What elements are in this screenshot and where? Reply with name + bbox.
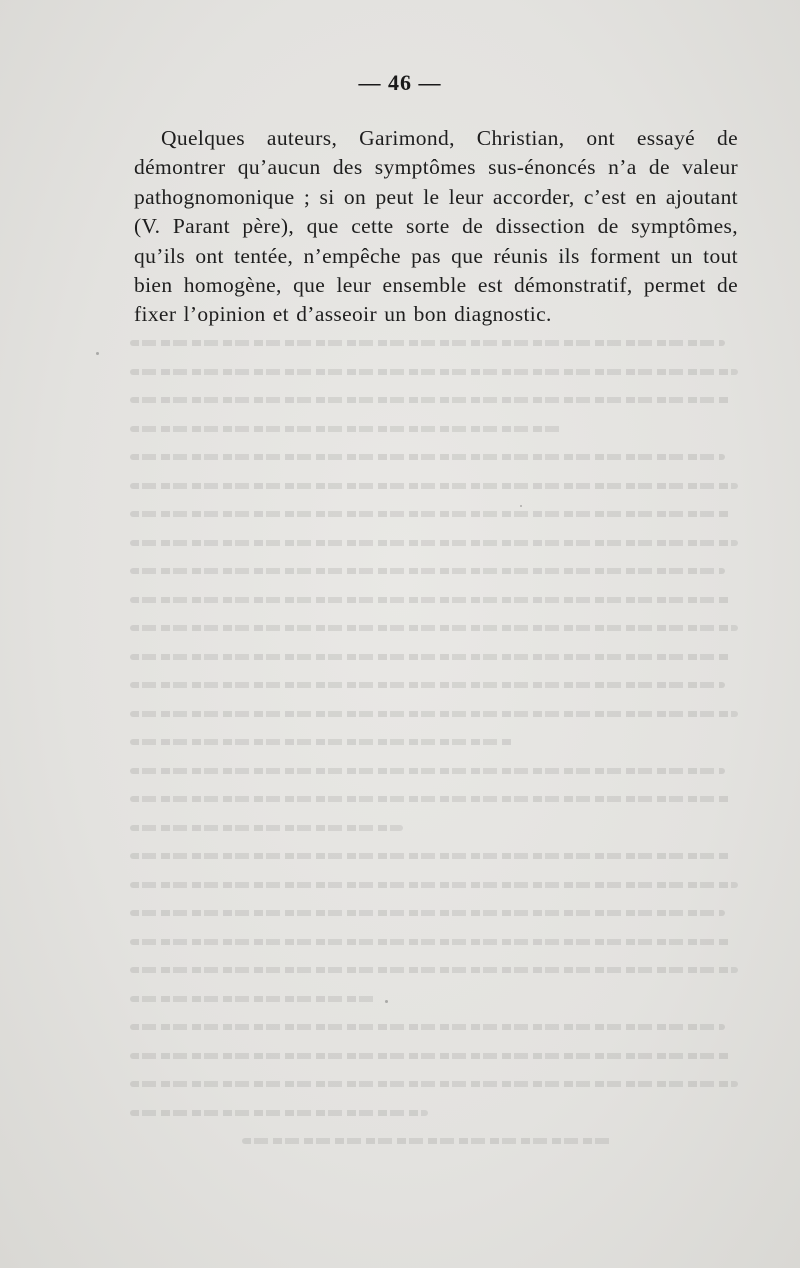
paper-speck	[385, 1000, 388, 1003]
paper-speck	[520, 505, 522, 507]
bleed-through-text	[130, 340, 750, 1140]
page-number: — 46 —	[358, 70, 442, 95]
paper-speck	[96, 352, 99, 355]
body-paragraph: Quelques auteurs, Garimond, Christian, ont essayé de démontrer qu’aucun des symptômes sus-énoncés n’a de valeur pathognomonique ; si on peut le leur accorder, c’est en ajoutant (V. Parant père), que cette sorte de dissection de symptômes, qu’ils ont tentée, n’empêche pas que réunis ils forment un tout bien homogène, que leur ensemble est démonstratif, permet de fixer l’opinion et d’asseoir un bon diagnostic.	[134, 126, 738, 327]
